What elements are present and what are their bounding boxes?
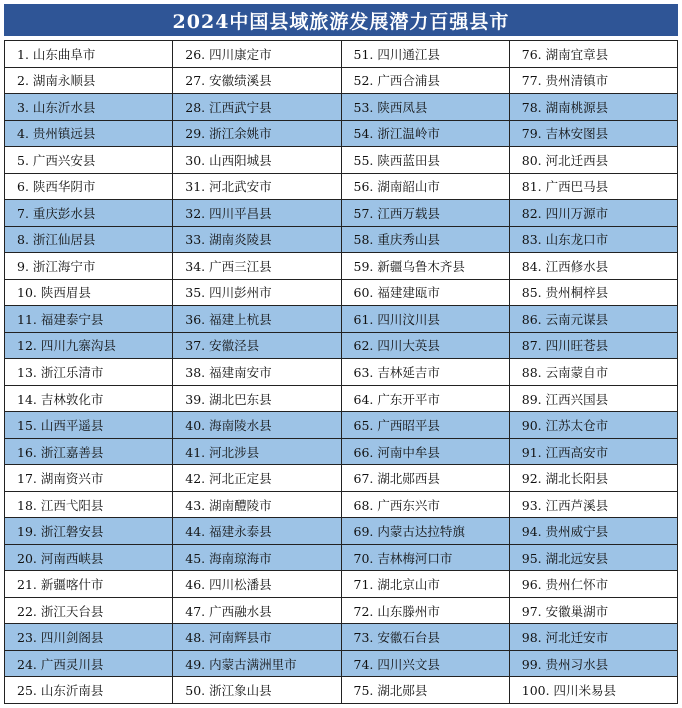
ranking-entry: 96. 贵州仁怀市 xyxy=(510,571,678,598)
ranking-entry: 90. 江苏太仓市 xyxy=(510,412,678,439)
ranking-entry: 55. 陕西蓝田县 xyxy=(342,147,510,174)
ranking-entry: 34. 广西三江县 xyxy=(173,253,341,280)
ranking-entry: 36. 福建上杭县 xyxy=(173,306,341,333)
ranking-entry: 40. 海南陵水县 xyxy=(173,412,341,439)
ranking-entry: 31. 河北武安市 xyxy=(173,174,341,201)
ranking-entry: 11. 福建泰宁县 xyxy=(5,306,173,333)
ranking-entry: 75. 湖北郧县 xyxy=(342,677,510,704)
ranking-entry: 29. 浙江余姚市 xyxy=(173,121,341,148)
ranking-entry: 38. 福建南安市 xyxy=(173,359,341,386)
ranking-entry: 42. 河北正定县 xyxy=(173,465,341,492)
ranking-entry: 82. 四川万源市 xyxy=(510,200,678,227)
ranking-entry: 24. 广西灵川县 xyxy=(5,651,173,678)
ranking-entry: 87. 四川旺苍县 xyxy=(510,333,678,360)
ranking-entry: 81. 广西巴马县 xyxy=(510,174,678,201)
ranking-entry: 32. 四川平昌县 xyxy=(173,200,341,227)
ranking-entry: 10. 陕西眉县 xyxy=(5,280,173,307)
ranking-entry: 5. 广西兴安县 xyxy=(5,147,173,174)
ranking-entry: 72. 山东滕州市 xyxy=(342,598,510,625)
ranking-entry: 20. 河南西峡县 xyxy=(5,545,173,572)
ranking-entry: 12. 四川九寨沟县 xyxy=(5,333,173,360)
ranking-entry: 2. 湖南永顺县 xyxy=(5,68,173,95)
ranking-entry: 78. 湖南桃源县 xyxy=(510,94,678,121)
ranking-entry: 50. 浙江象山县 xyxy=(173,677,341,704)
ranking-entry: 13. 浙江乐清市 xyxy=(5,359,173,386)
ranking-entry: 27. 安徽绩溪县 xyxy=(173,68,341,95)
ranking-entry: 25. 山东沂南县 xyxy=(5,677,173,704)
ranking-entry: 4. 贵州镇远县 xyxy=(5,121,173,148)
ranking-entry: 8. 浙江仙居县 xyxy=(5,227,173,254)
ranking-entry: 66. 河南中牟县 xyxy=(342,439,510,466)
ranking-entry: 64. 广东开平市 xyxy=(342,386,510,413)
ranking-entry: 85. 贵州桐梓县 xyxy=(510,280,678,307)
ranking-entry: 51. 四川通江县 xyxy=(342,41,510,68)
ranking-entry: 26. 四川康定市 xyxy=(173,41,341,68)
ranking-entry: 92. 湖北长阳县 xyxy=(510,465,678,492)
ranking-entry: 63. 吉林延吉市 xyxy=(342,359,510,386)
ranking-entry: 49. 内蒙古满洲里市 xyxy=(173,651,341,678)
ranking-entry: 100. 四川米易县 xyxy=(510,677,678,704)
ranking-entry: 70. 吉林梅河口市 xyxy=(342,545,510,572)
ranking-entry: 89. 江西兴国县 xyxy=(510,386,678,413)
page-title: 2024中国县域旅游发展潜力百强县市 xyxy=(4,4,678,36)
ranking-entry: 84. 江西修水县 xyxy=(510,253,678,280)
ranking-entry: 71. 湖北京山市 xyxy=(342,571,510,598)
ranking-entry: 17. 湖南资兴市 xyxy=(5,465,173,492)
ranking-entry: 9. 浙江海宁市 xyxy=(5,253,173,280)
ranking-entry: 74. 四川兴文县 xyxy=(342,651,510,678)
ranking-entry: 21. 新疆喀什市 xyxy=(5,571,173,598)
ranking-entry: 68. 广西东兴市 xyxy=(342,492,510,519)
ranking-entry: 48. 河南辉县市 xyxy=(173,624,341,651)
ranking-entry: 46. 四川松潘县 xyxy=(173,571,341,598)
ranking-entry: 43. 湖南醴陵市 xyxy=(173,492,341,519)
ranking-entry: 37. 安徽泾县 xyxy=(173,333,341,360)
ranking-entry: 60. 福建建瓯市 xyxy=(342,280,510,307)
ranking-entry: 76. 湖南宜章县 xyxy=(510,41,678,68)
ranking-entry: 99. 贵州习水县 xyxy=(510,651,678,678)
ranking-entry: 19. 浙江磐安县 xyxy=(5,518,173,545)
ranking-entry: 15. 山西平遥县 xyxy=(5,412,173,439)
ranking-entry: 23. 四川剑阁县 xyxy=(5,624,173,651)
ranking-entry: 91. 江西高安市 xyxy=(510,439,678,466)
ranking-entry: 28. 江西武宁县 xyxy=(173,94,341,121)
ranking-entry: 14. 吉林敦化市 xyxy=(5,386,173,413)
ranking-entry: 18. 江西弋阳县 xyxy=(5,492,173,519)
ranking-entry: 73. 安徽石台县 xyxy=(342,624,510,651)
ranking-entry: 65. 广西昭平县 xyxy=(342,412,510,439)
ranking-entry: 30. 山西阳城县 xyxy=(173,147,341,174)
ranking-entry: 59. 新疆乌鲁木齐县 xyxy=(342,253,510,280)
ranking-entry: 1. 山东曲阜市 xyxy=(5,41,173,68)
ranking-entry: 67. 湖北郧西县 xyxy=(342,465,510,492)
ranking-entry: 57. 江西万载县 xyxy=(342,200,510,227)
ranking-entry: 83. 山东龙口市 xyxy=(510,227,678,254)
ranking-entry: 98. 河北迁安市 xyxy=(510,624,678,651)
ranking-entry: 93. 江西芦溪县 xyxy=(510,492,678,519)
ranking-entry: 33. 湖南炎陵县 xyxy=(173,227,341,254)
ranking-entry: 22. 浙江天台县 xyxy=(5,598,173,625)
ranking-entry: 6. 陕西华阴市 xyxy=(5,174,173,201)
ranking-entry: 95. 湖北远安县 xyxy=(510,545,678,572)
ranking-entry: 88. 云南蒙自市 xyxy=(510,359,678,386)
ranking-entry: 77. 贵州清镇市 xyxy=(510,68,678,95)
ranking-entry: 45. 海南琼海市 xyxy=(173,545,341,572)
ranking-entry: 3. 山东沂水县 xyxy=(5,94,173,121)
ranking-entry: 58. 重庆秀山县 xyxy=(342,227,510,254)
ranking-entry: 79. 吉林安图县 xyxy=(510,121,678,148)
ranking-entry: 39. 湖北巴东县 xyxy=(173,386,341,413)
ranking-entry: 47. 广西融水县 xyxy=(173,598,341,625)
ranking-entry: 56. 湖南韶山市 xyxy=(342,174,510,201)
ranking-entry: 44. 福建永泰县 xyxy=(173,518,341,545)
ranking-entry: 80. 河北迁西县 xyxy=(510,147,678,174)
ranking-entry: 53. 陕西凤县 xyxy=(342,94,510,121)
ranking-entry: 35. 四川彭州市 xyxy=(173,280,341,307)
ranking-entry: 86. 云南元谋县 xyxy=(510,306,678,333)
ranking-entry: 41. 河北涉县 xyxy=(173,439,341,466)
ranking-table xyxy=(4,40,678,704)
ranking-entry: 94. 贵州威宁县 xyxy=(510,518,678,545)
ranking-entry: 16. 浙江嘉善县 xyxy=(5,439,173,466)
ranking-entry: 97. 安徽巢湖市 xyxy=(510,598,678,625)
ranking-entry: 54. 浙江温岭市 xyxy=(342,121,510,148)
ranking-entry: 69. 内蒙古达拉特旗 xyxy=(342,518,510,545)
ranking-entry: 61. 四川汶川县 xyxy=(342,306,510,333)
ranking-entry: 7. 重庆彭水县 xyxy=(5,200,173,227)
ranking-entry: 52. 广西合浦县 xyxy=(342,68,510,95)
ranking-entry: 62. 四川大英县 xyxy=(342,333,510,360)
